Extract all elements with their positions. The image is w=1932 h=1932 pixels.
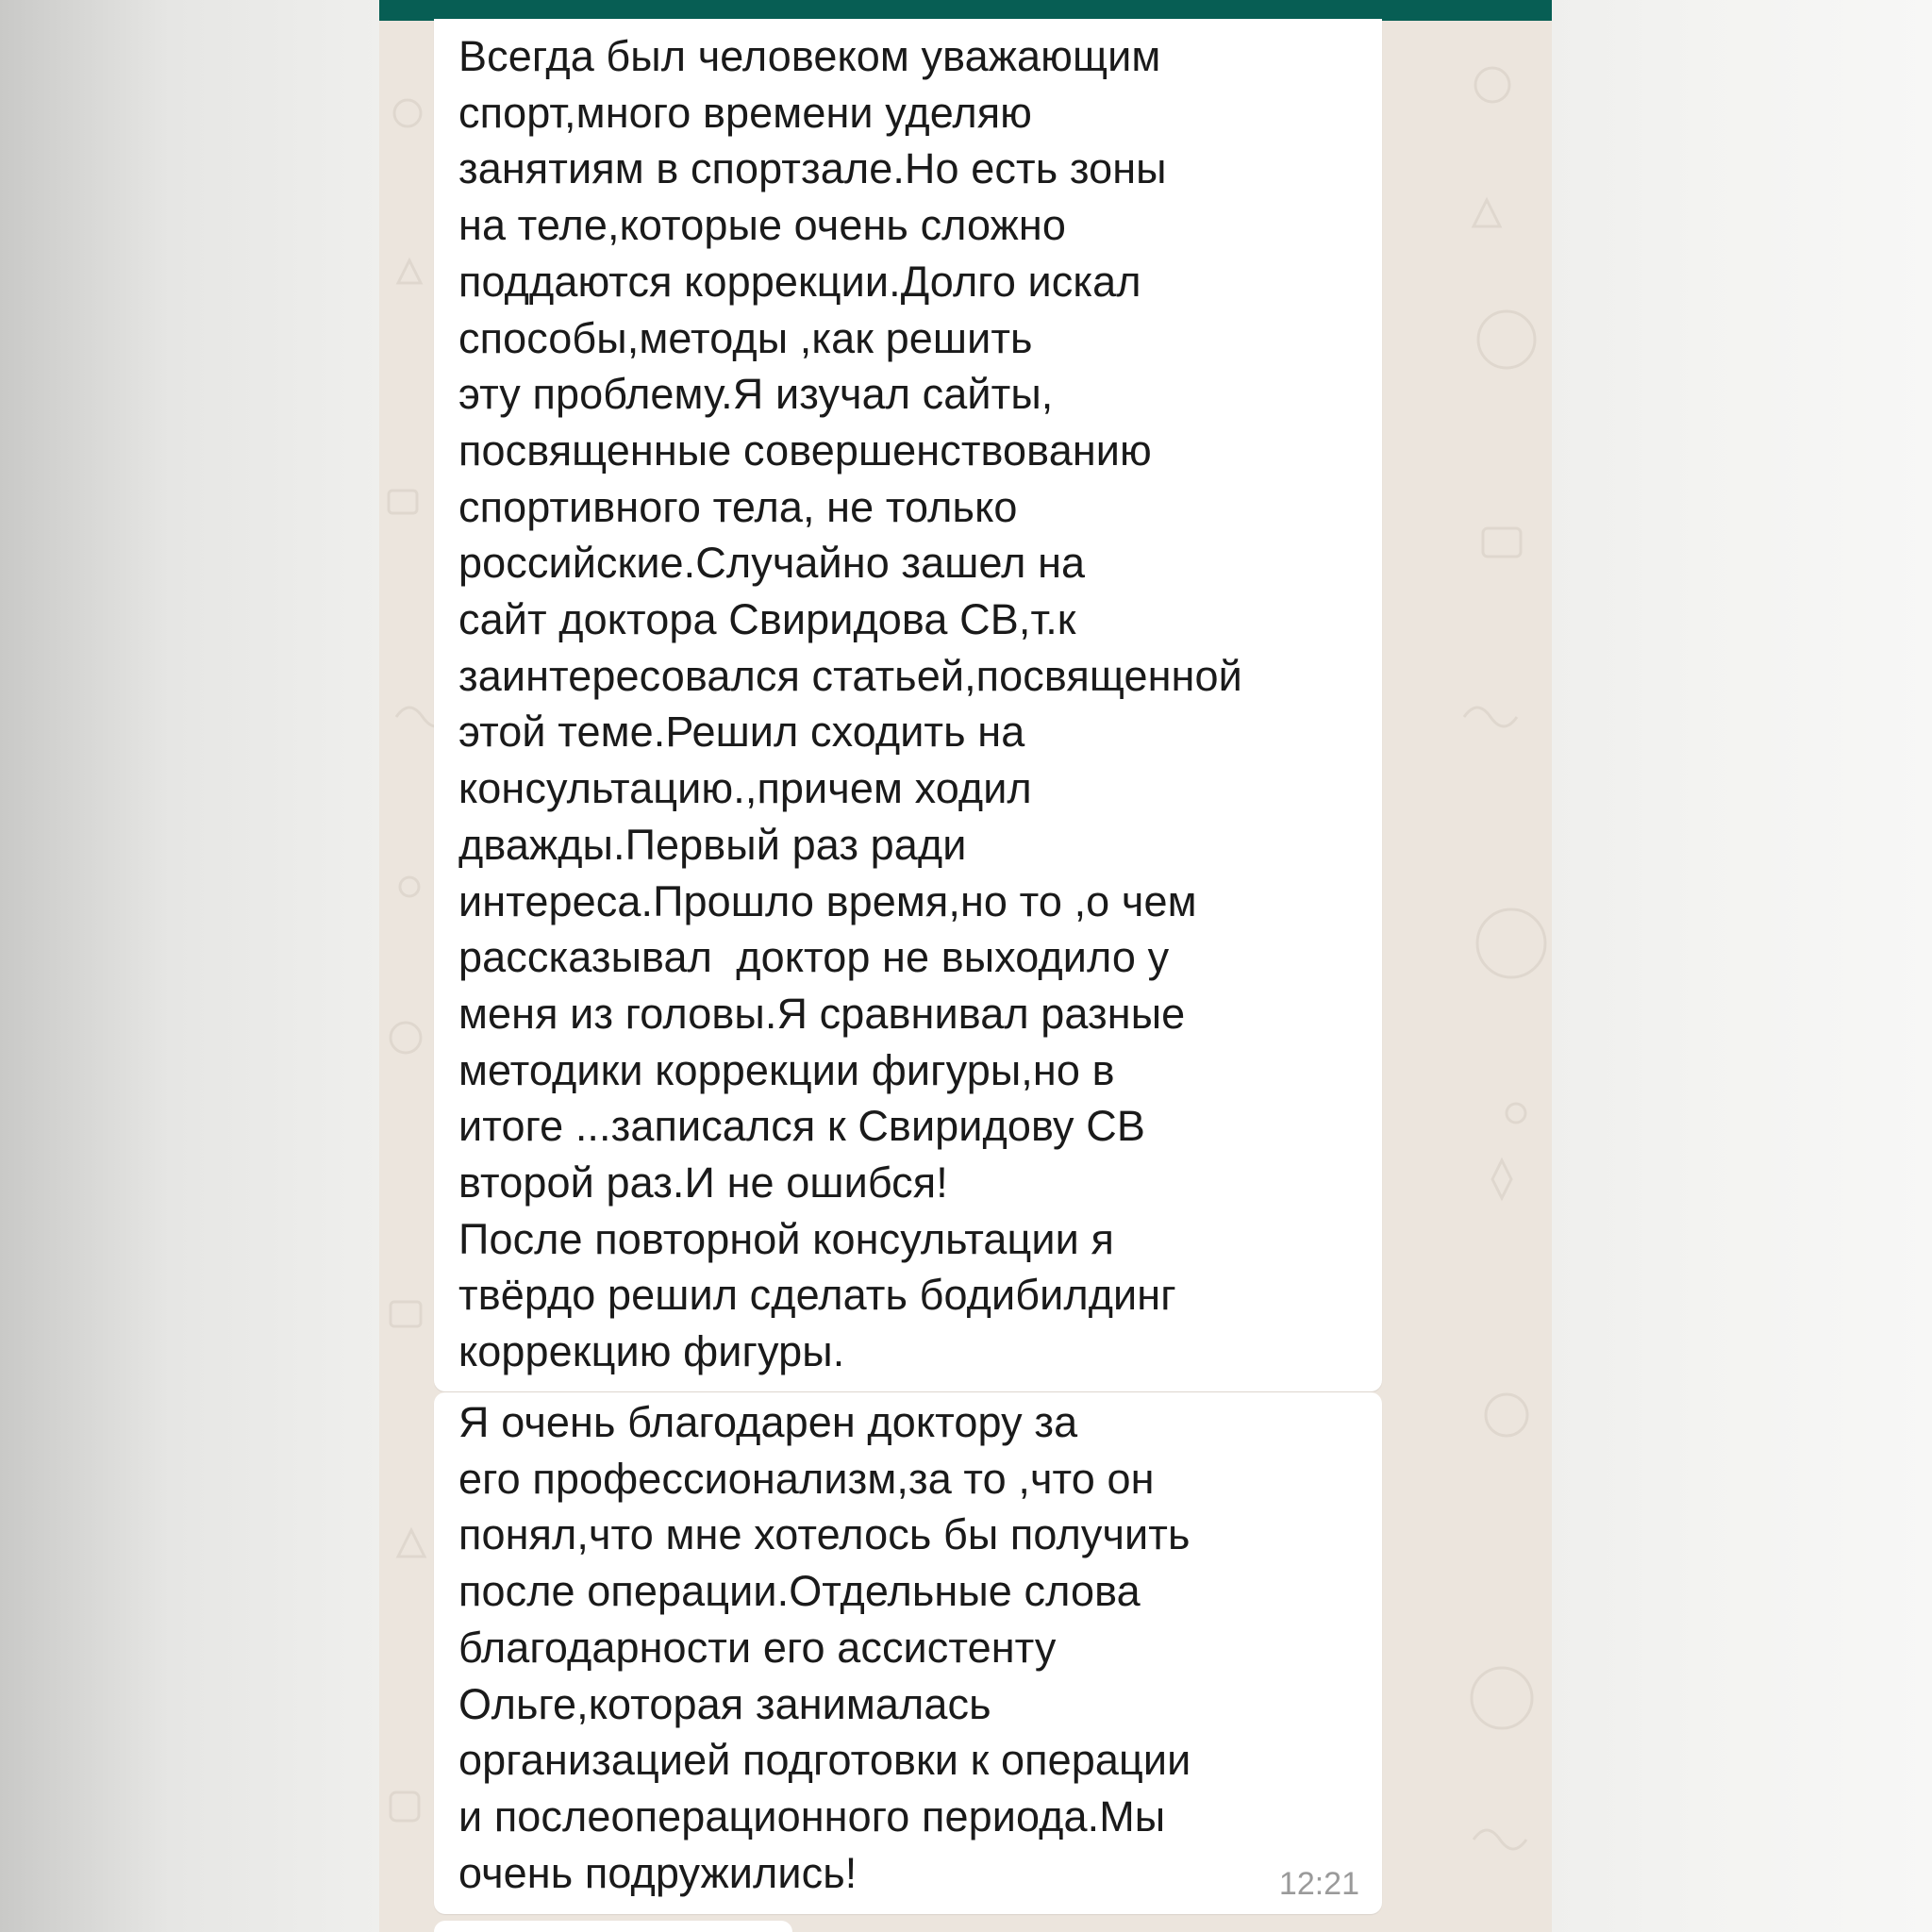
message-text: Всегда был человеком уважающим спорт,много времени уделяю занятиям в спортзале.Но есть зоны на теле,которые очень сложно поддаются коррекции.Долго искал способы,методы ,как решить эту проблему.Я изучал сайты, посвященные совершенствованию спортивного тела, не только российские.Случайно зашел на сайт доктора Свиридова СВ,т.к заинтересовался статьей,посвященной этой теме.Решил сходить на консультацию.,причем ходил дважды.Первый раз ради интереса.Прошло время,но то ,о чем рассказывал доктор не выходило у меня из головы.Я сравнивал разные методики коррекции фигуры,но в итоге ...записался к Свиридову СВ второй раз.И не ошибся! После повторной консультации я твёрдо решил сделать бодибилдинг коррекцию фигуры.: [458, 32, 1242, 1376]
message-timestamp: 12:21: [1278, 1866, 1359, 1902]
next-message-bubble-edge[interactable]: [434, 1921, 792, 1932]
message-text: Я очень благодарен доктору за его профессионализм,за то ,что он понял,что мне хотелось бы получить после операции.Отдельные слова благодарности его ассистенту Ольге,которая занималась организацией подготовки к операции и послеоперационного периода.Мы очень подружились!: [458, 1398, 1191, 1897]
app-header-bar: [379, 0, 1552, 21]
chat-screen[interactable]: [379, 0, 1552, 1932]
incoming-message-bubble[interactable]: [434, 19, 1382, 1391]
incoming-message-bubble[interactable]: [434, 1392, 1382, 1914]
